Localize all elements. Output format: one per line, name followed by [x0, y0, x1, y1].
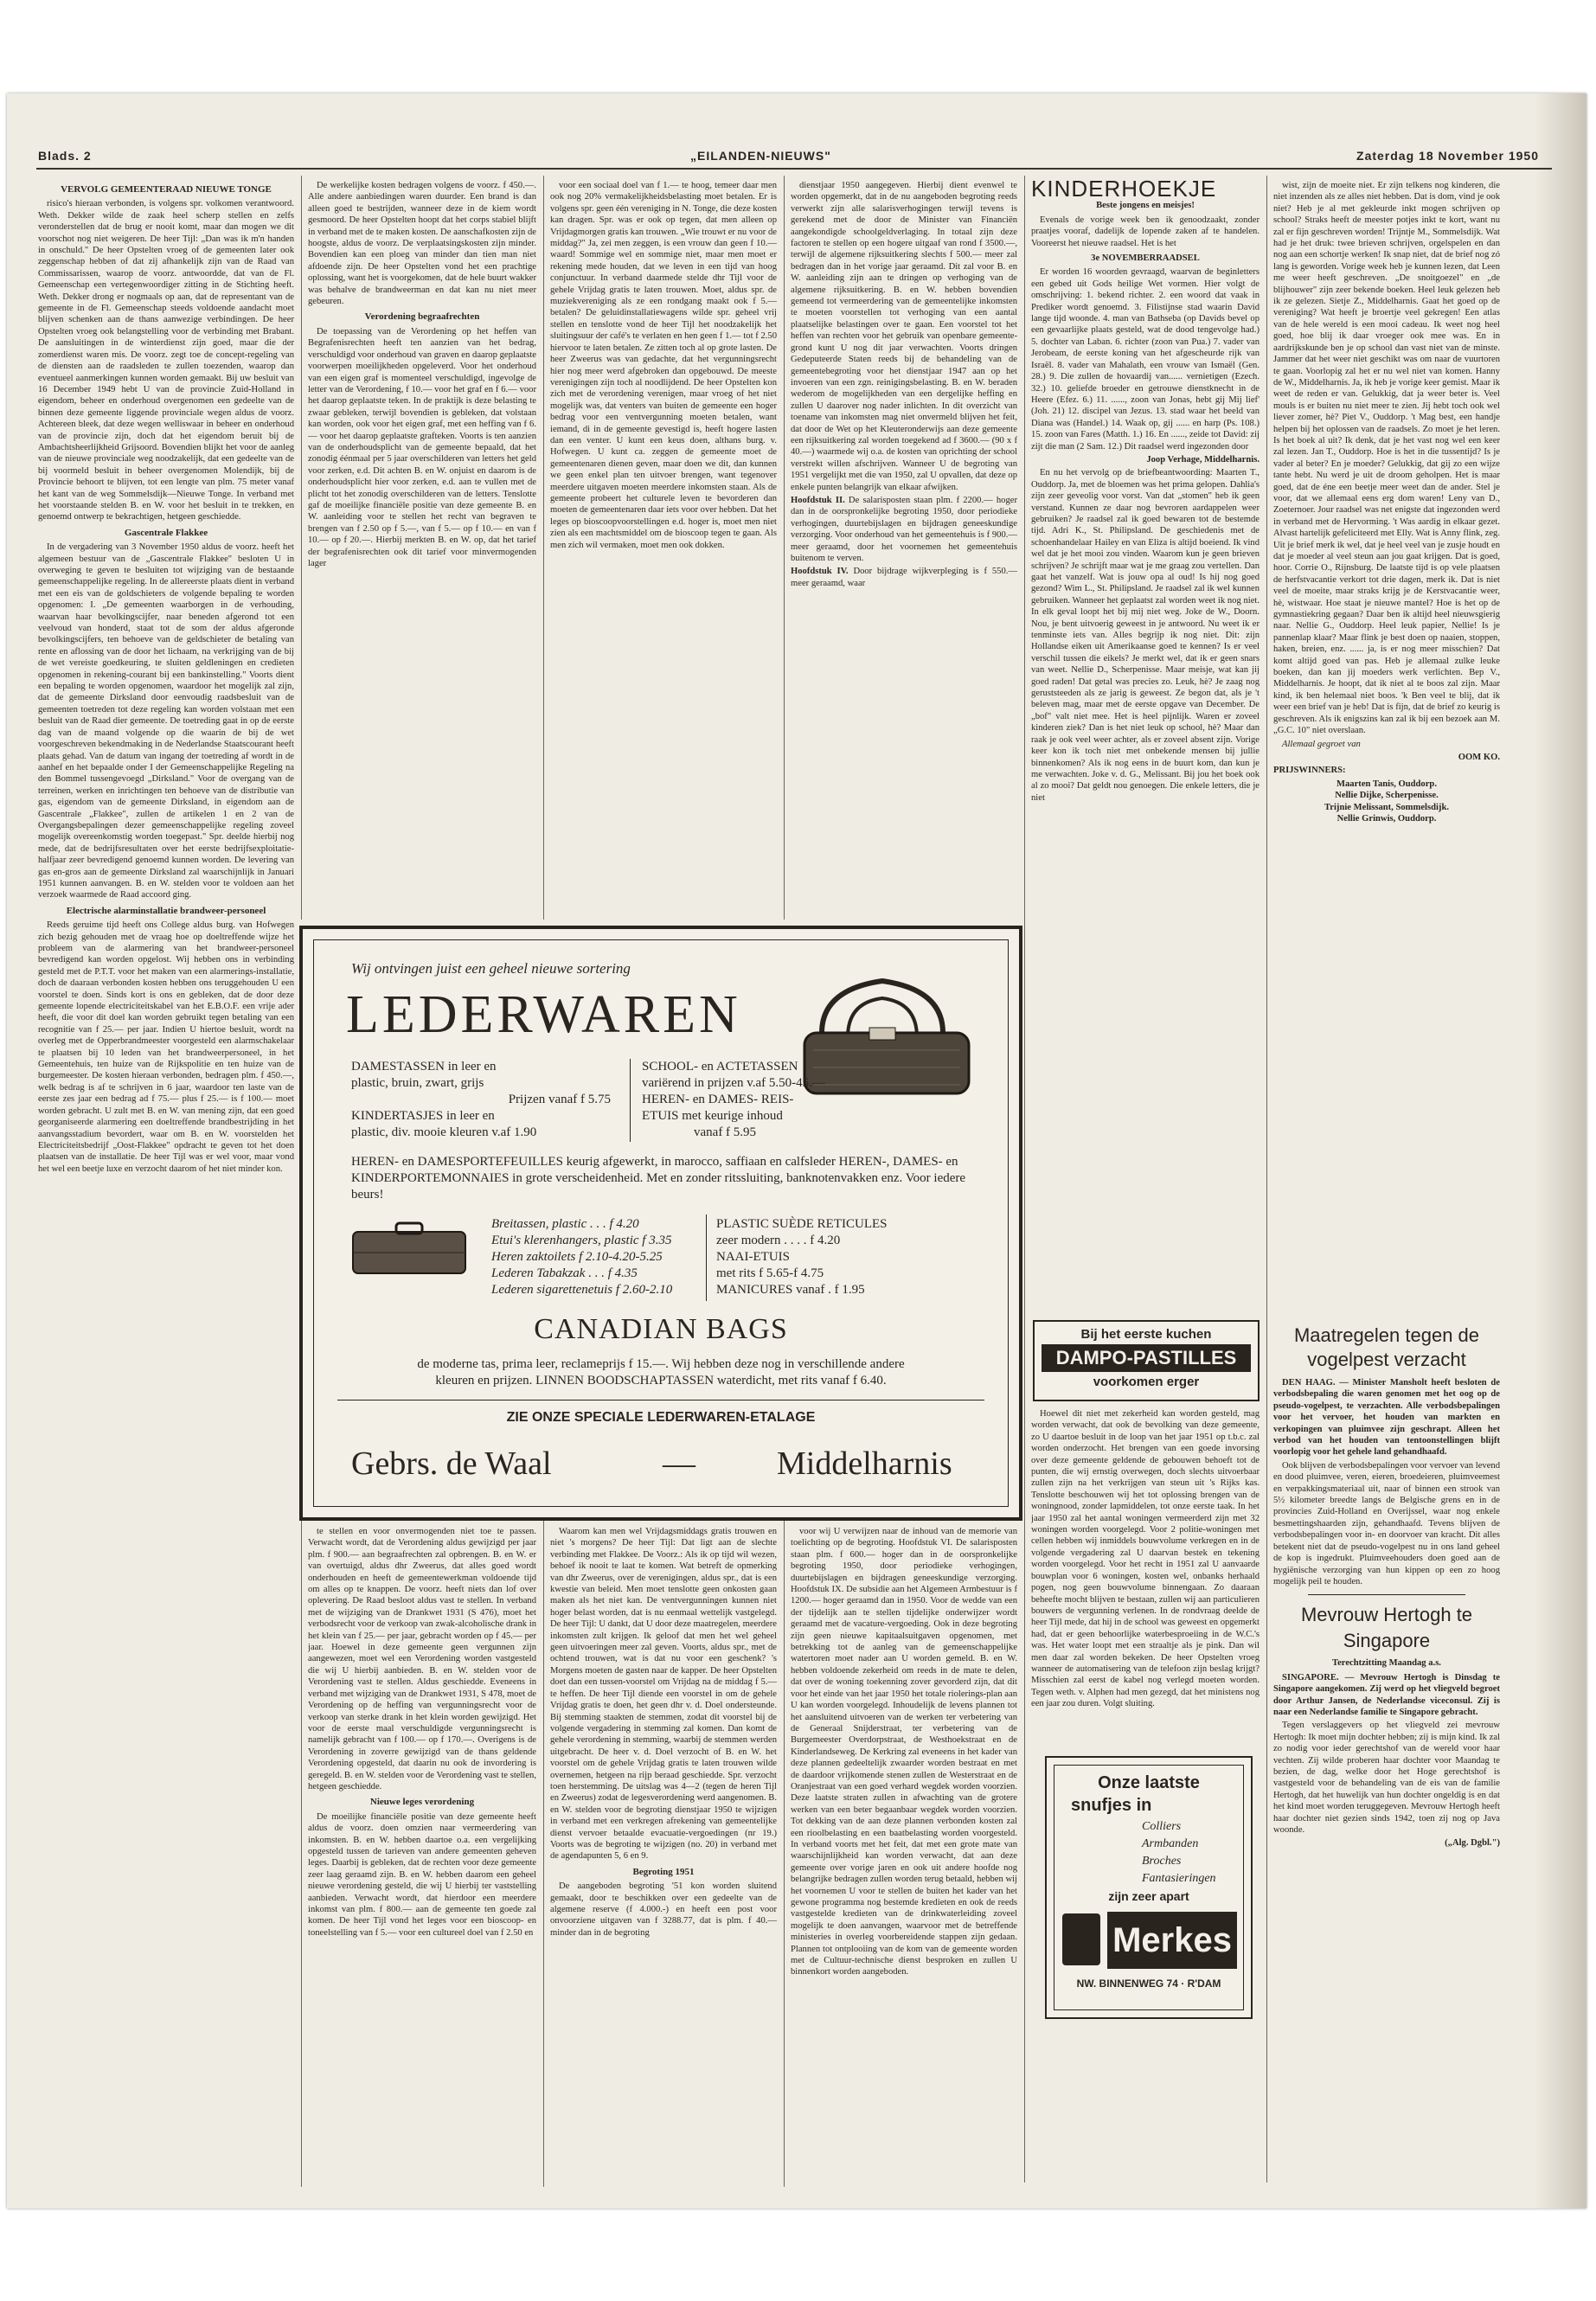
- column-2-top: [308, 180, 536, 915]
- ad-line: Breitassen, plastic . . . f 4.20: [491, 1217, 639, 1231]
- merkes-apart: zijn zeer apart: [1108, 1889, 1189, 1903]
- issue-date: Zaterdag 18 November 1950: [1356, 149, 1539, 163]
- ad-canadian-bags: CANADIAN BAGS: [534, 1313, 788, 1345]
- dampo-slogan: voorkomen erger: [1093, 1375, 1200, 1389]
- column-4-bottom: [791, 1526, 1017, 2185]
- header-rule: [36, 168, 1552, 170]
- kinderhoekje-greeting: Beste jongens en meisjes!: [1096, 201, 1195, 211]
- lederwaren-advertisement: [299, 926, 1022, 1521]
- merkes-subhead: snufjes in: [1071, 1796, 1152, 1815]
- ad-schooltassen: SCHOOL- en ACTETASSEN: [642, 1060, 798, 1074]
- article-text: dienstjaar 1950 aangegeven. Hierbij dient evenwel te worden opgemerkt, dat in de nu aangeboden begroting reeds verwerkt zijn alle salarisverhogingen terwijl tevens is gerekend met de door de Minister van Financiën aangekondigde schoolgeldverlaging. In totaal zijn deze factoren te stellen op een hogere uitgaaf van rond f 3500.—, terwijl de algemene rijksuitkering slechts f 500.— meer zal bedragen dan in het vorige jaar geraamd. Dit zal voor B. en W. aanleiding zijn aan te dringen op verhoging van de algemene rijksuitkering. B. en W. hebben bovendien gemeend tot vermeerdering van de gemeentelijke inkomsten te moeten voorstellen tot verhoging van een aantal plaatselijke belastingen over te gaan. Een voorstel tot het heffen van rechten voor het gebruik van openbare gemeente-grond kunt U nog dit jaar verwachten. Voorts dringen Gedeputeerde Staten reeds bij de behandeling van de gemeentebegroting voor het dienstjaar 1947 aan op het invoeren van een zgn. reinigingsbelasting. B. en W. beraden wederom de mogelijkheden van een dergelijke heffing en zullen U daarover nog nader inlichten. In dit overzicht van toename van inkomsten mag niet onvermeld blijven het feit, dat door de Wet op het Kleuteronderwijs aan deze gemeente een rijksuitkering zal worden toegekend ad f 3600.— (90 x f 40.—) waarmede wij o.a. de kosten van oprichting der school verstrekt willen afschrijven. Wanneer U de begroting van 1951 vergelijkt met die van 1950, zal U opvallen, dat deze op enkele punten belangrijk van elkaar afwijken.: [791, 181, 1017, 492]
- dampo-tagline: Bij het eerste kuchen: [1080, 1327, 1212, 1342]
- signature: OOM KO.: [1458, 752, 1500, 762]
- merkes-advertisement: [1045, 1756, 1253, 2019]
- winner-item: Trijnie Melissant, Sommelsdijk.: [1324, 802, 1449, 812]
- ad-damestassen-colours: plastic, bruin, zwart, grijs: [351, 1076, 484, 1090]
- article-text: voor wij U verwijzen naar de inhoud van de memorie van toelichting op de begroting. Hoofdstuk VI. De salarisposten staan plm. f 600.— hoger dan in de oorspronkelijke begroting 1950, door periodieke verhogingen, duurtebijslagen en bijdragen geneeskundige verzorging. Hoofdstuk IX. De subsidie aan het Algemeen Armbestuur is f 1200.— hoger geraamd dan in 1950. Voor de wedde van een der tijdelijk aan te stellen tijdelijke onderwijzer wordt geraamd met de vacature-vergoeding. Ook in deze begroting zijn geen nieuwe kapitaalsuitgaven opgenomen, met betrekking tot de aanleg van de gemeenschappelijke watertoren moet nader aan U worden gemeld. B. en W. hebben voldoende zekerheid om reeds in de mate te delen, dat over de woning toekenning zover gevorderd zijn, dat dit voor het einde van het jaar 1950 het totale riolerings-plan aan U kan worden voorgelegd. Inhoudelijk de levens plannen tot het aansluitend uitvoeren van de werken ter verbetering van de Generaal Snijderstraat, ter verbetering van de Burgemeester Overdorpstraat, de Westhoekstraat en de Kinderlandseweg. De Kerkring zal eveneens in het kader van deze plannen gedeeltelijk zwaarder worden bestraat en met de daardoor vrijkomende stenen zullen de Westerstraat en de Oranjestraat van een goed verhard wegdek worden voorzien. Deze laatste straten zullen in afwachting van de grotere werken van een beter begaanbaar wegdek worden voorzien. Tot dekking van de aan deze plannen verbonden kosten zal een rioolbelasting en een baatbelasting worden voorgesteld. In verband voorts met het feit, dat met een grote mate van waarschijnlijkheid kan worden verwacht, dat aan deze gemeente over vorige jaren en ook uit andere hoofde nog belangrijke bedragen zullen worden terug betaald, hebben wij het voornemen U voor te stellen de buiten het kader van het gewone programma nog bestemde kredieten en ook de reeds vastgestelde kredieten van de drinkwaterleiding zoveel mogelijk te doen aanvangen, waarvoor met de betreffende ministeries in overleg voorbereidende stappen zijn gedaan. Plannen tot ontplooiing van de kom van de gemeente worden met de Cultuur-technische dienst besproken en zullen U binnenkort worden aangeboden.: [791, 1527, 1017, 1977]
- ad-canadian-desc: de moderne tas, prima leer, reclameprijs f 15.—. Wij hebben deze nog in verschillende andere: [417, 1357, 905, 1371]
- article-text-leges: De moeilijke financiële positie van deze gemeente heeft aldus de voorz. doen omzien naar vermeerdering van inkomsten. B. en W. hebben daartoe o.a. een vergelijking opgesteld tussen de tarieven van andere gemeenten geheven leges. Daarbij is gebleken, dat de rechten voor deze gemeente zeer laag geraamd zijn. B. en W. hebben daarom een geheel nieuwe verordening gesteld, die wij U hierbij ter vaststelling aanbieden. Verwacht wordt, dat hierdoor een meerdere inkomst van plm. f 800.— aan de gemeente ten goede zal komen. De heer Tijl vond het leges voor een bioscoop- en toneelstelling van f 5.— voor een cultureel doel van f 2.50 en: [308, 1811, 536, 1938]
- column-3-bottom: [550, 1526, 777, 2185]
- article-text-begroting: De aangeboden begroting '51 kon worden sluitend gemaakt, door te beschikken over een gedeelte van de algemene reserve (f 4.000.-) en heeft een post voor onvoorziene uitgaven van f 3288.77, dat is plm. f 40.— minder dan in de begroting: [550, 1881, 777, 1938]
- article-text: Door bijdrage wijkverpleging is f 550.— meer geraamd, waar: [791, 567, 1017, 588]
- article-text-alarm: Reeds geruime tijd heeft ons College aldus burg. van Hofwegen zich bezig gehouden met de vraag hoe op doeltreffende wijze het probleem van de alarmering van het brandweer-personeel bevredigend kan worden opgelost. Wij hebben ons in verbinding gesteld met de P.T.T. voor het maken van een alarmerings-installatie, doch de daaraan verbonden kosten hebben ons teruggehouden U een voorstel te doen. Sinds kort is ons en gebleken, dat de door deze gemeente lopende electriciteitskabel van het E.B.O.F. een vrije ader heeft, die voor dit doel kan worden gebruikt tegen betaling van een recognitie van f 25.— per jaar. Indien U hiertoe besluit, wordt na overleg met de Opperbrandmeester voorgesteld een alarmschakelaar te plaatsen bij 10 leden van het brandweerpersoneel, in het Gemeentehuis, ten huize van de Rijkspolitie en ten huize van de burgemeester. De kosten hieraan verbonden, bedragen plm. f 450.—, welk bedrag is af te schrijven in 6 jaar, waardoor ten laste van de eerste zes jaar een bedrag ad f 75.— plus f 25.— is f 100.— moet worden gebracht. U zult met B. en W. van mening zijn, dat een goed georganiseerde alarmering een doeltreffende brandbestrijding in het aanvangsstadium bevordert, waar om B. en W. voorstelden het Electriciteitsbedrijf „Oost-Flakkee" opdracht te geven tot het doen plaatsen van de installatie. De heer Tijl was er wel voor, maar vond het wel een beetje luxe en verzocht daarom of het niet minder kon.: [38, 920, 294, 1174]
- merkes-item: Fantasieringen: [1142, 1872, 1216, 1885]
- section-heading-begraafrechten: Verordening begraafrechten: [364, 311, 480, 323]
- hertogh-text: Tegen verslaggevers op het vliegveld zei mevrouw Hertogh: Ik moet mijn dochter hebben; zij is mijn kind. Ik zal zo nodig voor ieder gerechtshof van de wereld voor haar vechten. Zij wilde proberen haar dochter voor Maandag te bezien, de dag, welke door het Hoge gerechtshof is vastgesteld voor de behandeling van de eis van de familie Hertogh, dat het huwelijk van hun dochter ongeldig is en dat het kind moet worden teruggegeven. Mevrouw Hertogh heeft haar dochter niet gezien sinds 1942, toen zij nog op Java woonde.: [1273, 1721, 1500, 1835]
- article-text: voor een sociaal doel van f 1.— te hoog, temeer daar men ook nog 20% vermakelijkheidsbelasting moet betalen. Er is volgens spr. geen één vereniging in N. Tonge, die deze kosten kan dragen. Spr. was er ook op tegen, dat men alleen op Vrijdagmorgen gratis kan trouwen. „Wie trouwt er nu voor de middag?" Ja, zei men zeggen, is een vrouw dan geen f 10.— waard! Sommige wel en sommige niet, maar men moet er rekening mede houden, dat we leven in een tijd van hoog conjunctuur. In verband daarmede stelde dhr Tijl voor de gehele Vrijdag gratis te laten trouwen. Moet, aldus spr. de muziekvereniging als ze een rondgang maakt ook f 5.— betalen? De geluidinstallatiewagens wilde spr. geheel vrij stellen en tenslotte vond de heer Tijl het noodzakelijk het sluitingsuur der café's te verlaten en hen geen f 1.— tot f 2.50 hiervoor te laten betalen. Ze zitten toch al op grote lasten. De heer Zweerus was van gedachte, dat het vergunningsrecht hier nog meer werd afgebroken dan opgebouwd. De meeste verenigingen zijn toch al noodlijdend. De heer Opstelten kon zich met de verordening verenigen, maar vroeg of het niet mogelijk was, dat venters van buiten de gemeente een hoger bedrag voor een ventvergunning moeten betalen, want iemand, di in de gemeente gevestigd is, heeft hogere lasten dan een venter. U kunt een keus doen, althans burg. v. Hofwegen. U kunt ca. zeggen de gemeente moet de gemeentenaren dienen geven, maar doen we dit, dan kunnen we geen enkel plan ten uitvoer brengen, want tegenover meerdere uitgaven moeten meerdere inkomsten staan. Als de gemeente probeert het culturele leven te bevorderen dan moeten de gemeentenaren daar iets voor over hebben. Dat het leges op bioscoopvoorstellingen e.d. hoger is, moet men niet zien als een machtsmiddel om de bioscoop tegen te gaan. Als men zich wil vermaken, moet men ook dokken.: [550, 181, 777, 550]
- ad-schooltassen-price: variërend in prijzen v.af 5.50-45.—: [642, 1076, 825, 1090]
- merkes-brand: Merkes: [1107, 1912, 1237, 1969]
- ad-city: Middelharnis: [777, 1445, 952, 1482]
- hertogh-lead: SINGAPORE. — Mevrouw Hertogh is Dinsdag te Singapore aangekomen. Zij werd op het vliegveld begroet door Arthur Jansen, de Nederlandse viceconsul. Zij is naar een Nederlandse familie te Singapore gebracht.: [1273, 1672, 1500, 1717]
- hertogh-title: [1273, 1602, 1500, 1654]
- letters-text: En nu het vervolg op de briefbeantwoording: Maarten T., Ouddorp. Ja, met de bloemen was het prima gelopen. Dahlia's zijn zeer geveolig voor vorst. Van dat „stomen" heb ik geen verstand. Kunnen ze daar nog bevroren aardappelen weer gebruiken? Je raadsel zal ik goed bewaren tot de bestemde tijd. Adri K., St. Philipsland. De geschiedenis met de schoenhandelaar Hailey en van Eliza is altijd boeiend. Ik vind wel dat je het mooi zou vinden. Waarom kun je geen brieven schrijven? Je schrijft maar wat je me graag zou vertellen. Dan gaat het vanzelf. Wat is jouw opa al oud! Is hij nog goed gezond? Wim L., St. Philipsland. Je raadsel zal ik wel kunnen gebruiken. Wanneer het geplaatst zal worden weet ik nog niet. In elk geval loopt het bij mij niet weg. Joke de W., Doorn. Nou, je bent uitvoerig geweest in je antwoord. Nu weet ik er tenminste iets van. Alles begrijp ik nog niet. Dit: zijn Hollandse eiken uit Amerikaanse goed te kennen? Is er veel verschil tussen die eikels? Je merkt wel, dat ik er geen snars van weet. Nellie D., Scherpenisse. Maar meisje, wat kan jij goed raden! Dat getal was precies zo. Leuk, hè? Je zaag nog geruststeeden als ze jarig is geweest. Ze begon dat, als je 't beleven mag, maar met de eerste opgave van December. De „bof" valt niet mee. Het is heel pijnlijk. Waren er zoveel kinderen ziek? Dan is het niet leuk op school, hè? Maar dan raak je ook veel weer achter, als er zoveel absent zijn. Vorige keer kon ik toch niet met onbekende mensen bij jullie binnenkomen? Als ik nog eens in de buurt kom, dan kun je me verwachten. Joke v. d. G., Melissant. Bij jou het boek ook al zo mooi? Dat geldt nou genoegen. Die enkele letters, die je niet: [1031, 468, 1259, 803]
- article-text: Waarom kan men wel Vrijdagsmiddags gratis trouwen en niet 's morgens? De heer Tijl: Dat ligt aan de slechte verbinding met Flakkee. De Voorz.: Als ik op tijd wil wezen, behoef ik nooit te laat te komen. Wat betreft de opmerking van dhr Zweerus, over de verenigingen, aldus spr., dat is een kwestie van beleid. Men moet tenslotte geen onkosten gaan maken als het niet kan. De ventvergunningen kunnen niet hoger belast worden, dat is nu eenmaal wettelijk vastgelegd. De heer Tijl: U dankt, dat U door deze maatregelen, meerdere inkomsten zult krijgen. Ik geloof dat men het wel geheel geen uitvoeringen meer zal geven. Voorts, aldus spr., met de ochtend trouwen, wat is dat nu voor een geschenk? 's Morgens moeten de gasten naar de kapper. De heer Opstelten doet dan een tussen-voorstel om Vrijdag na de middag f 5.— te heffen. De heer Tijl diende een voorstel in om de gehele Vrijdag gratis te doen, het geen dhr v. d. Doel ondersteunde. Bij stemming staakten de stemmen, zodat dit voorstel bij de volgende vergadering in stemming zal komen. Dan komt de gehele verordening in stemming, waarbij de stemmen werden uitgebracht. De heer v. d. Doel verzocht of B. en W. het voorstel om de gehele Vrijdag gratis te laten trouwen wilde overnemen, hetgeen na rijp beraad geschiedde. Spr. verzocht toen herstemming. De uitslag was 4—2 (tegen de heren Tijl en Zweerus) zodat de legesverordening werd aangenomen. B. en W. stelden voor de begroting dienstjaar 1950 te wijzigen in verband met een verkregen afrekening van gemeentelijke dienst vervoer betaalde evacuatie-vergoedingen (nr 19.) Voorts was de begroting te wijzigen (no. 20) in verband met de agendapunten 5, 6 en 9.: [550, 1527, 777, 1862]
- column-4-top: [791, 180, 1017, 915]
- binding-shadow: [1535, 93, 1586, 2208]
- newspaper-page: [7, 93, 1586, 2208]
- ad-reisetuis: HEREN- en DAMES- REIS-: [642, 1093, 794, 1106]
- hertogh-title-line2: Singapore: [1343, 1630, 1431, 1652]
- winner-item: Nellie Grinwis, Ouddorp.: [1336, 813, 1437, 824]
- ad-damestassen: DAMESTASSEN in leer en: [351, 1060, 497, 1074]
- ad-shop-name: Gebrs. de Waal: [351, 1445, 552, 1482]
- section-heading-begroting: Begroting 1951: [632, 1866, 695, 1877]
- ad-line: NAAI-ETUIS: [716, 1250, 790, 1264]
- ad-damestassen-price: Prijzen vanaf f 5.75: [508, 1093, 611, 1106]
- page-number: Blads. 2: [38, 149, 92, 163]
- article-text: Evenals de vorige week ben ik genoodzaakt, zonder praatjes vooraf, dadelijk de lopende zaken af te handelen. Vooreerst het nieuwe raadsel. Het is het: [1031, 215, 1259, 248]
- ad-line: Heren zaktoilets f 2.10-4.20-5.25: [491, 1250, 663, 1264]
- article-text-begraafrechten: De toepassing van de Verordening op het heffen van Begrafenisrechten heeft ten aanzien van het bedrag, verschuldigd voor onderhoud van graven en daarop geplaatste voorwerpen moeilijkheden opgeleverd. Voor het onderhoud van een eigen graf is momenteel verschuldigd, ingevolge de letter van de Verordening, f 10.— voor het graf en f 6.— voor het daarop geplaatste teken. In de praktijk is deze belasting te zwaar gebleken, terwijl bovendien is gebleken, dat volstaan kan worden, ook voor het eigen graf, met een heffing van f 6.— voor het daarop geplaatste grafteken. Voorts is ten aanzien van de onderhoudsplicht van de gemeente bepaald, dat het zonodig éénmaal per 5 jaar overschilderen van letters het geld voor zerken, e.d. Dit achten B. en W. onjuist en daarom is de onderhoudsplicht hier voor zerken, e.d. aan te vullen met de plicht tot het zonodig overschilderen van de letters. Tenslotte gaf de moeilijke financiële positie van deze gemeente B. en W. aanleiding voor te stellen het recht van begraven te brengen van f 2.50 op f 5.—, van f 5.— op f 10.— en van f 10.— op f 20.—. Hierbij merkten B. en W. op, dat het tarief der begrafenisrechten ook dit tarief voor minvermogenden lager: [308, 326, 536, 568]
- dampo-advertisement: [1033, 1320, 1259, 1401]
- hertogh-title-line1: Mevrouw Hertogh te: [1300, 1604, 1473, 1626]
- letters-text: wist, zijn de moeite niet. Er zijn telkens nog kinderen, die niet inzenden als ze alles niet hebben. Dat is dom, vind je ook niet? Heb je al met gekleurde inkt mogen schrijven op school? Straks heeft de meester potjes inkt te kort, want nu zal er fijn geschreven worden! Trijntje M., Sommelsdijk. Wat had je het druk: twee brieven schrijven, orgelspelen en dan nog aan een schortje werken! Ik snap niet, dat de brief nog zó lang is geworden. Vorige week heb je kunnen lezen, dat Leen me weer heeft geschreven. „De snoitgoezel" en „de blijhouwer" zijn zeer bekende boeken. Heel leuk gelezen heb ik ze gelezen. Sietje Z., Middelharnis. Gaat het goed op de vereniging? Wat heeft je broertje veel gekregen! Een atlas van de hele wereld is een mooi cadeau. Ik weet nog heel goed, hoe blij ik daar vroeger ook mee was. En in aardrijkskunde ben je op school dan vast niet van de minste. Jammer dat het weer niet geschikt was om naar de vuurtoren te gaan. Voorlopig zal het er nu wel niet van komen. Hanny de W., Middelharnis. Ja, ik heb je vorige keer gemist. Maar ik weet de reden er van. Gelukkig, dat ja weer beter is. Veel mouls is er buiten nu niet meer te zien. Jij hebt toch ook wel liever zomer, hè? Piet V., Ouddorp. 't Mag best, een handje helpen bij het oplossen van de raadsels. Zo moet je het leren. Is het boek al uit? Ik denk, dat je het vast nog wel een keer zal lezen. Jan T., Ouddorp. Hoe is het in die tussentijd? Is je vader al beter? En je moeder? Gelukkig, dat gij zo een wijze tante hebt. Nu werd je uit de droom geholpen. Het is maar goed, dat de éne een beetje meer weet dan de ander. Stel je voor, dat we allemaal eens erg dom waren! Leny van D., Zoeternoer. Jour raadsel was net enigste dat ingezonden werd in verband met de Hervorming. 't Was aardig in elkaar gezet. Alvast hartelijk gefeliciteerd met Elly. Wat is Anny flink, zeg. Uit je brief merk ik wel, dat je heel veel van je zusje houdt en dat je moeder al veel steun aan jou gaat krijgen. Dat is goed, hoor. Corrie O., Rijnsburg. De laatste tijd is op vele plaatsen de herfstvacantie verkort tot drie dagen, merk ik. Dat is niet veel de moeite, maar straks krijg je de Kerstvacantie weer, hè, wistwaar. Hoe staat je nieuwe mantel? Hoe is het op de gymnastiekring gegaan? Daar ben ik altijd heel nieuwsgierig naar. Nellie G., Ouddorp. Heel leuk papier, Nellie! Is je pannenlap klaar? Maar flink je best doen op naaien, stoppen, haken, breien, enz. ...... ja, is er nog meer misschien? Dat komt altijd goed van pas. Heb je allemaal zulke leuke boeken, dan kan jij moeders werk verlichten. Bep V., Middelharnis. Je hoopt, dat ik niet al te boos zal zijn. Maar kind, ik ben helemaal niet boos. 'k Ben veel te blij, dat ik weer een brief van je heb! Dat is fijn, dat de brief zo keurig is geschreven. Als ik enigszins kan zal ik bij een bezoek aan M. „G.C. 10" niet overslaan.: [1273, 181, 1500, 736]
- ad-line: met rits f 5.65-f 4.75: [716, 1266, 824, 1280]
- section-heading-leges: Nieuwe leges verordening: [369, 1797, 475, 1808]
- kinderhoekje-title: KINDERHOEKJE: [1031, 180, 1217, 202]
- section-heading-gascentrale: Gascentrale Flakkee: [124, 527, 208, 538]
- hertogh-subtitle: Terechtzitting Maandag a.s.: [1332, 1658, 1441, 1669]
- column-3-top: [550, 180, 777, 915]
- merkes-item: Colliers: [1142, 1820, 1182, 1833]
- ad-kindertasjes: KINDERTASJES in leer en: [351, 1109, 495, 1123]
- vogelpest-title-line2: vogelpest verzacht: [1307, 1349, 1466, 1370]
- merkes-item: Armbanden: [1142, 1837, 1199, 1850]
- merkes-item: Broches: [1142, 1855, 1182, 1868]
- raadsel-text: Er worden 16 woorden gevraagd, waarvan de beginletters een gebed uit Gods heilige Wet vormen. Hier volgt de omschrijving: 1. bekend richter. 2. een woord dat vaak in Prediker wordt genoemd. 3. Filistijnse stad waarin David lange tijd woonde. 4. man van Bathseba (op Davids bevel op een gevaarlijke plaats gesteld, wat de dood tengevolge had.) 5. dochter van Laban. 6. richter (zoon van Pua.) 7. vader van Jerobeam, de eerste koning van het afgescheurde rijk van Israël. 8. vader van Mahalath, een vrouw van Ismaël (Gen. 28.) 9. Die zullen de hovaardij van...... vernietigen (Ezech. 32.) 10. geliefde broeder en getrouwe dienstknecht in de Heere (Efez. 6.) 11. ......, zoon van Jonas, hebt gij Mij lief' (Joh. 21) 12. discipel van Jezus. 13. stad waar het beeld van Diana was (Handel.) 14. Waak op, gij ...... en harp (Ps. 108.) 15. zoon van Fares (Matth. 1.) 16. En ......, zeide tot David: zij zijt die man (2 Sam. 12.) Dit raadsel werd ingezonden door: [1031, 267, 1259, 452]
- ad-intro: Wij ontvingen juist een geheel nieuwe sortering: [351, 960, 631, 977]
- article-text: risico's hieraan verbonden, is volgens spr. volkomen verantwoord. Weth. Dekker wilde de zaak heel scherp stellen en zelfs veronderstellen dat de brug er nooit komt, maar dan mogen we dit voorschot nog niet weigeren. De heer Tijl: „Dan was ik m'n handen in onschuld." De heer Opstelten vroeg of de gemeenten later ook zeggenschap hebben of dat zij afhankelijk zijn van de Raad van Commissarissen, waarop de voorz. antwoordde, dat van de Fl. Gemeenschap een vertegenwoordiger zitting in de Stichting heeft. Weth. Dekker drong er nogmaals op aan, dat de representant van de gemeente in de Fl. Gemeenschap steeds voldoende aandacht moet blijven schenken aan de thans aanwezige verbindingen. De heer Opstelten vroeg ook belangstelling voor de verbinding met Brabant. De aansluitingen in de winterdienst zijn goed, maar die der zomerdienst waren mis. De voorz. zegt toe de concept-regeling van de diensten aan de raadsleden te zullen toezenden, waarop dan eventueel aanmerkingen kunnen worden gemaakt. Bij uw besluit van 16 December 1949 hebt U van de provincie Zuid-Holland in eigendom, beheer en onderhoud overgenomen een gedeelte van de binnen deze gemeente liggende provinciale wegen aldus de voorz. Achtereen bleek, dat deze wegen welliswaar in beheer en onderhoud van de provincie zijn, doch dat het eigendom beruit bij de Ambachtsheerlijkheid Grijsoord. Bovendien blijkt het voor de aanleg van de nieuwe provinciale weg noodzakelijk, dat een gedeelte van de bij voormeld besluit in beheer overgenomen Molendijk, bij de Provincie behoort te blijven, tot een lengte van plm. 75 meter vanaf het kant van de weg Sommelsdijk—Nieuwe Tonge. In verband met het voorstaande stelden B. en W. voor het besluit in te trekken, en genoemd ontwerp te bekrachtigen, hetgeen geschiedde.: [38, 199, 294, 522]
- column-5-kinderhoekje: [1031, 180, 1259, 1322]
- merkes-address: NW. BINNENWEG 74 · R'DAM: [1076, 1977, 1221, 1990]
- raadsel-heading: 3e NOVEMBERRAADSEL: [1091, 253, 1200, 264]
- ad-headline: LEDERWAREN: [346, 985, 741, 1044]
- article-text-gascentrale: In de vergadering van 3 November 1950 aldus de voorz. heeft het algemeen bestuur van de „Gascentrale Flakkee" besloten U in overweging te geven te besluiten tot wijziging van de bestaande gemeenschappelijke regeling. In de allereerste plaats dient in verband met een eis van de goldschieters de volgende bepaling te worden opgenomen: I. „De gemeenten waarborgen in de verhouding, waarvan haar bevolkingscijfer, naar beneden afgerond tot een veelvoud van honderd, staat tot de som der aldus afgeronde bevolkingscijfers, ten behoeve van de geldschieter de betaling van rente en aflossing van de door het lichaam, na verkrijging van de bij de wet vereiste goedkeuring, te sluiten geldleningen en credieten opgenomen in rekening-courant bij een bankinstelling." Voorts dient een bepaling te worden opgenomen, waardoor het mogelijk zal zijn, dat de gemeente Dirksland door eenvoudig raadsbesluit van de gemeenten toetreden tot deze regeling kan worden volstaan met een besluit van de Raad dier gemeente. De toetreding gaat in op de eerste dag van de maand volgende op die waarin de bij de wet voorgeschreven bekendmaking in de Nederlandse Staatscourant heeft plaats gehad. Van de datum van ingang der toetreding af wordt in de aanhef en het bepaalde onder I der Gemeenschappelijke Regeling na den Bommel tussengevoegd „Dirksland." Voor de overgang van de terreinen, werken en inrichtingen ten behoeve van de distributie van gas, eigendom van de gemeente Dirksland, in eigendom aan de Gascentrale „Flakkee", zullen de artikelen 1 en 2 van de Overgangsbepalingen dezer gemeenschappelijke regeling zoveel mogelijk overeenkomstig worden toegepast." Spr. deelde hierbij nog mede, dat de bedrijfsresultaten over het eerste bedrijfsexploitatie-halfjaar zeer bevredigend genoemd kunnen worden. De levering van gas en-gros aan de gemeente Dirksland zal waarschijnlijk in Januari 1951 kunnen aanvangen. B. en W. stelden voor te voldoen aan het verzoek waarmede de Raad accoord ging.: [38, 542, 294, 901]
- ad-kindertasjes-price: plastic, div. mooie kleuren v.af 1.90: [351, 1125, 537, 1139]
- merkes-logo-icon: [1062, 1913, 1100, 1965]
- ad-etalage: ZIE ONZE SPECIALE LEDERWAREN-ETALAGE: [506, 1410, 816, 1425]
- column-2-bottom: [308, 1526, 536, 2185]
- ad-reisetuis-price: vanaf f 5.95: [694, 1125, 757, 1139]
- column-5-bottom: [1031, 1408, 1259, 1746]
- ad-dash: —: [663, 1445, 695, 1482]
- ad-reisetuis-desc: ETUIS met keurige inhoud: [642, 1109, 783, 1123]
- newspaper-title: „EILANDEN-NIEUWS": [690, 149, 831, 163]
- dampo-brand: DAMPO-PASTILLES: [1042, 1344, 1251, 1372]
- winner-item: Maarten Tanis, Ouddorp.: [1336, 779, 1437, 789]
- column-1: [38, 180, 294, 2187]
- winner-item: Nellie Dijke, Scherpenisse.: [1335, 791, 1439, 801]
- article-text: De salarisposten staan plm. f 2200.— hoger dan in de oorspronkelijke begroting 1950, door periodieke verhogingen, duurtebijslagen en bijdragen geneeskundige verzorging. Voor onderhoud van het gemeentehuis is f 900.— meer geraamd, door het voornemen het gemeentehuis buitenom te verven.: [791, 495, 1017, 563]
- article-text: te stellen en voor onvermogenden niet toe te passen. Verwacht wordt, dat de Verordening aldus gewijzigd per jaar plm. f 900.— aan begraafrechten zal opbrengen. B. en W. er van overtuigd, aldus dhr Zweerus, dat alles goed wordt onderhouden en heeft de gemeentewerkman voldoende tijd om alles op te knappen. De voorz. heeft niets dan lof over oplevering. De Raad besloot aldus vast te stellen. In verband met de wijziging van de Drankwet 1931 (S 476), moet het verbodsrecht voor de verkoop van zwak-alcoholische drank in het klein van f 25.— per jaar, gebracht worden op f 45.— per jaar. Hoewel in deze gemeente geen vergunnen zijn aangewezen, moet wel een Verordening worden vastgesteld die wij U hierbij aanbieden. B. en W. stelden voor de Verordening vast te stellen. Aldus geschiedde. Eveneens in verband met wijziging van de Drankwet 1931, S 478, moet de Verordening op de heffing van vergunningsrecht voor de verkoop van sterke drank in het klein worden gewijzigd. Het voor de eerste maal verschuldigde vergunningsrecht is namelijk gebracht van f 100.— op f 170.—. Overigens is de Verordening in zoverre gewijzigd van de thans geldende Verordening opgesteld, dat daarin nu ook de invordering is geregeld. B. en W. stelden voor de Verordening vast te stellen, hetgeen geschiedde.: [308, 1527, 536, 1791]
- ad-line: zeer modern . . . . f 4.20: [716, 1234, 841, 1247]
- suitcase-icon: [346, 1215, 476, 1284]
- column-6-bottom: [1273, 1320, 1500, 2185]
- ad-canadian-desc2: kleuren en prijzen. LINNEN BOODSCHAPTASSEN waterdicht, met rits vanaf f 6.40.: [435, 1374, 887, 1388]
- article-text: Hoewel dit niet met zekerheid kan worden gesteld, mag worden verwacht, dat ook de bevolking van deze gemeente, zo U daartoe besluit in de loop van het jaar 1951 op t.b.c. zal worden onderzocht. Het brengen van een goede invorsing over deze gemeente geldende de gebouwen behoeft tot de punten, die wij ernstig overwegen, doch slechts uitvoerbaar zullen zijn na het verkrijgen van steun uit 's Rijks kas. Tenslotte beschouwen wij het tot oplossing brengen van de woningnood, zonder lapmiddelen, tot onze eerste taak. In het jaar 1950 zal het aantal woningen vermeerderd zijn met 32 woningen worden voorgelegd. Voor 2 politie-woningen met cellen hebben wij inmiddels bouwvolume verkregen en in de volgende vergadering zal U daarvan bestek en tekening worden voorgelegd. Voor het recht in 1951 zal U aanvaarde bouwplan voor 6 woningen, kosten wel, onbanks herhaald pogen, nog geen bouwvolume binnengaan. Zo daaraan beheefte mocht blijven te bestaan, zullen wij aan particulieren bouwers de vergunning verlenen. In de rondvraag deelde de heer Tijl mede, dat hij in de school was geweest en opgemerkt had, dat er geen behoorlijke waterbesproeiing in de W.C.'s was. Het water loopt met een straaltje als je pink. Dan wil men daar zal worden bekeken. De heer Opstelten vroeg wanneer de automatisering van de telefoon zijn beslag krijgt? Misschien zal eerst de kabel nog verlegd moeten worden. Tegen weth. v. Alphen had men gezegd, dat het ministens nog een jaar zou duren. Volgt sluiting.: [1031, 1409, 1259, 1709]
- article-heading: VERVOLG GEMEENTERAAD NIEUWE TONGE: [61, 184, 272, 195]
- merkes-headline: Onze laatste: [1098, 1773, 1200, 1792]
- column-6-top: [1273, 180, 1500, 1322]
- section-heading-alarm: Electrische alarminstallatie brandweer-personeel: [66, 905, 266, 916]
- article-text: De werkelijke kosten bedragen volgens de voorz. f 450.—. Alle andere aanbiedingen waren duurder. Een brand is dan alleen goed te bestrijden, wanneer deze in de kiem wordt gesmoord. De heer Opstelten hoopt dat het corps stabiel blijft in verband met de te maken kosten. De aanschafkosten zijn de hoogste, aldus de voorz. De verplaatsingskosten zijn minder. Bovendien kan een ploeg van minder dan tien man niet afdoende zijn. De heer Opstelten vond het een prachtige oplossing, want het is voorgekomen, dat de hele buurt wakker was behalve de brandweerman en dat kan nu niet meer gebeuren.: [308, 181, 536, 307]
- vogelpest-lead: DEN HAAG. — Minister Mansholt heeft besloten de verbodsbepaling die waren genomen met het oog op de pseudo-vogelpest, te verzachten. Alle verbodsbepalingen voor het vervoer, het houden van markten en verkopingen van pluimvee zijn geschrapt. Alleen het verbod van het houden van tentoonstellingen blijft voorlopig voor het gehele land gehandhaafd.: [1273, 1378, 1500, 1458]
- section-heading: Hoofdstuk IV.: [791, 567, 849, 577]
- ad-portefeuilles: HEREN- en DAMESPORTEFEUILLES keurig afgewerkt, in marocco, saffiaan en calfsleder HEREN-, DAMES- en KINDERPORTEMONNAIES in grote verscheidenheid. Met en zonder ritssluiting, banknotenvakken enz. Voor iedere beurs!: [351, 1155, 966, 1202]
- ad-line: Etui's klerenhangers, plastic f 3.35: [491, 1234, 672, 1247]
- raadsel-author: Joop Verhage, Middelharnis.: [1146, 454, 1259, 465]
- vogelpest-text: Ook blijven de verbodsbepalingen voor vervoer van levend en dood pluimvee, veren, eieren, broedeieren, pluimveemest en verpakkingsmateriaal uit, naar of binnen een strook van 5½ kilometer breedte langs de Belgische grens en in de provincies Zuid-Holland en Overijssel, waar nog enkele besmettingshaarden zijn, gehandhaafd. Tevens blijven de verbodsbepalingen voor in- en doorvoer van kracht. Dit alles betekent niet dat de pseudo-vogelpest nu in ons land geheel de kop is ingedrukt. Pluimveehouders doen goed aan de hygiënische verzorging van hun kippen op een zo hoog mogelijk peil te houden.: [1273, 1460, 1500, 1586]
- ad-line: Lederen Tabakzak . . . f 4.35: [491, 1266, 638, 1280]
- vogelpest-title-line1: Maatregelen tegen de: [1293, 1324, 1480, 1346]
- vogelpest-title: [1273, 1324, 1500, 1372]
- ad-line: PLASTIC SUÈDE RETICULES: [716, 1217, 888, 1231]
- hertogh-source: („Alg. Dgbl."): [1445, 1838, 1500, 1849]
- ad-line: MANICURES vanaf . f 1.95: [716, 1283, 865, 1297]
- closing-greeting: Allemaal gegroet van: [1282, 739, 1361, 749]
- section-heading: Hoofdstuk II.: [791, 495, 845, 505]
- winners-heading: PRIJSWINNERS:: [1273, 766, 1346, 776]
- ad-line: Lederen sigarettenetuis f 2.60-2.10: [491, 1283, 673, 1297]
